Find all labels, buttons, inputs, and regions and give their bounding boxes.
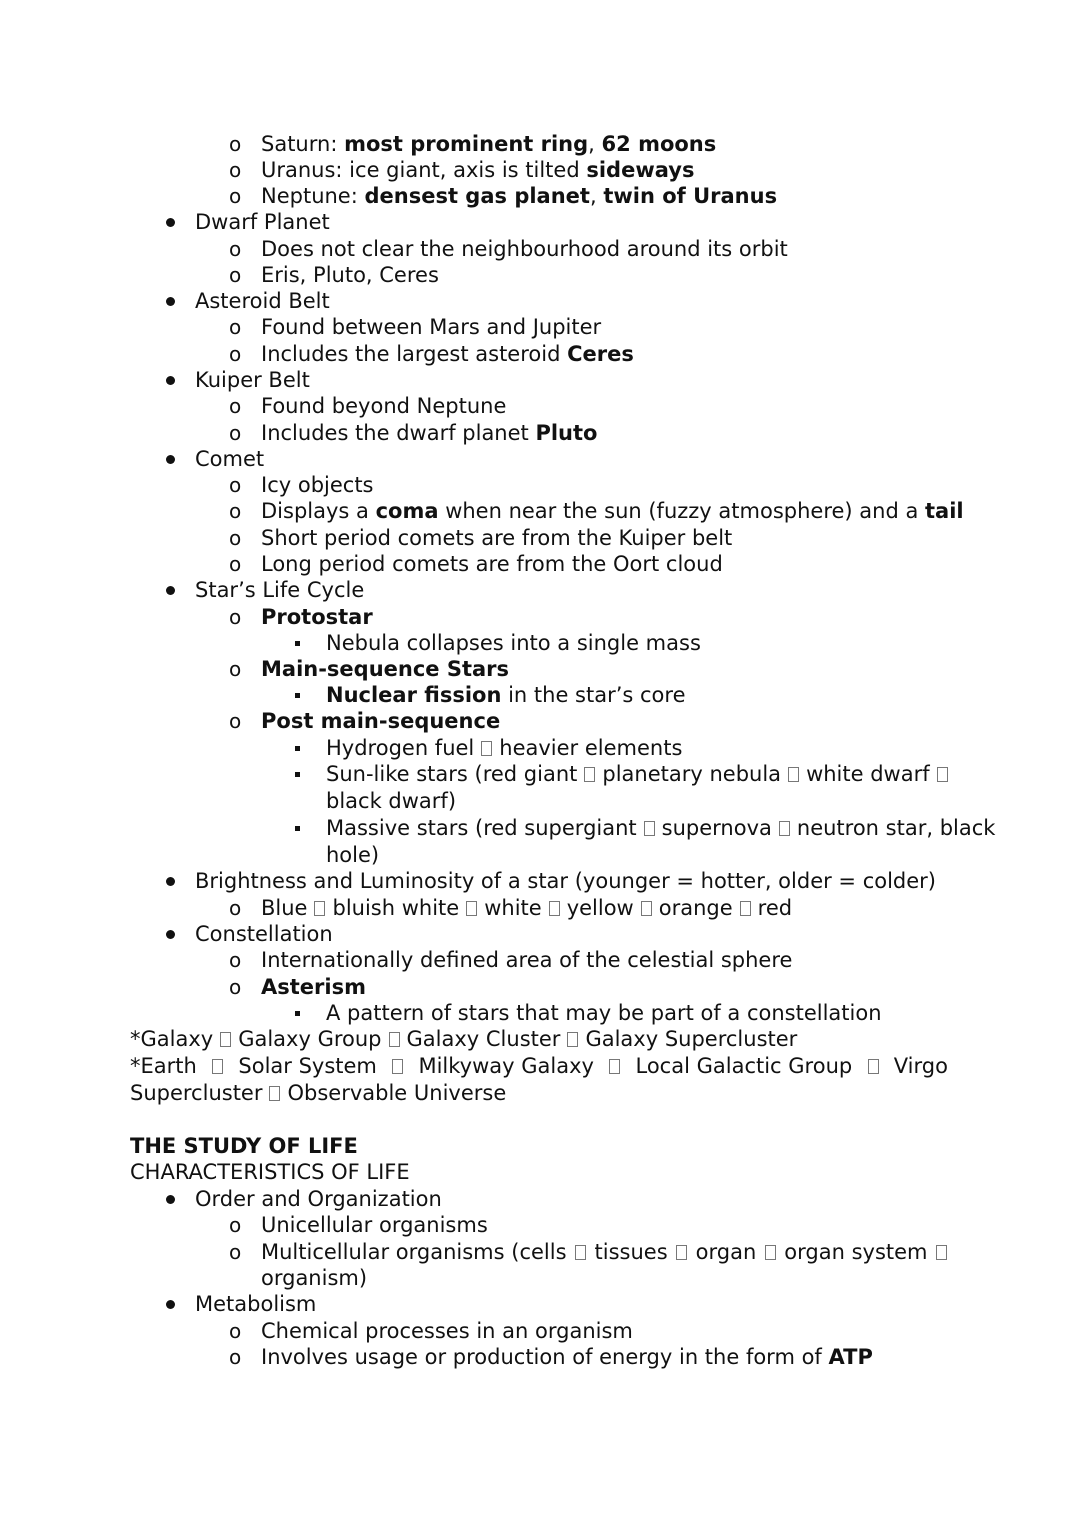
arrow-box-icon: [466, 901, 477, 916]
text: supernova: [661, 816, 772, 840]
comma: ,: [589, 184, 604, 208]
tail: tail: [925, 499, 964, 523]
circle-bullet-icon: o: [229, 315, 242, 339]
list-item-continuation: black dwarf): [326, 789, 457, 813]
bullet-dot-icon: [166, 930, 175, 939]
arrow-box-icon: [481, 741, 492, 756]
arrow-box-icon: [779, 821, 790, 836]
text: Multicellular organisms (cells: [261, 1240, 567, 1264]
arrow-box-icon: [676, 1245, 687, 1260]
list-item: Short period comets are from the Kuiper belt: [261, 526, 733, 550]
text: *Earth: [130, 1054, 197, 1078]
section-heading: THE STUDY OF LIFE: [130, 1134, 358, 1158]
ceres: Ceres: [567, 342, 634, 366]
list-item: Icy objects: [261, 473, 374, 497]
arrow-box-icon: [644, 821, 655, 836]
text: Milkyway Galaxy: [418, 1054, 594, 1078]
arrow-box-icon: [567, 1032, 578, 1047]
arrow-box-icon: [212, 1059, 223, 1074]
circle-bullet-icon: o: [229, 473, 242, 497]
text: Hydrogen fuel: [326, 736, 475, 760]
text: Includes the largest asteroid: [261, 342, 568, 366]
arrow-box-icon: [868, 1059, 879, 1074]
text: Includes the dwarf planet: [261, 421, 536, 445]
circle-bullet-icon: o: [229, 184, 242, 208]
list-item: Internationally defined area of the celestial sphere: [261, 948, 793, 972]
text: Observable Universe: [287, 1081, 507, 1105]
list-item-continuation: hole): [326, 843, 380, 867]
text: white dwarf: [806, 762, 930, 786]
text: Galaxy Cluster: [406, 1027, 561, 1051]
list-item: A pattern of stars that may be part of a constellation: [326, 1001, 882, 1025]
list-item-saturn: [261, 131, 716, 157]
list-item: Does not clear the neighbourhood around its orbit: [261, 237, 788, 261]
neptune-densest: densest gas planet: [364, 184, 590, 208]
list-item: Long period comets are from the Oort cloud: [261, 552, 723, 576]
text: *Galaxy: [130, 1027, 214, 1051]
list-item: [326, 682, 686, 708]
uranus-text: Uranus: ice giant, axis is tilted: [261, 158, 587, 182]
square-bullet-icon: [295, 772, 300, 777]
bullet-dot-icon: [166, 586, 175, 595]
bullet-dot-icon: [166, 376, 175, 385]
text: in the star’s core: [501, 683, 686, 707]
color-sequence: [261, 895, 792, 921]
arrow-box-icon: [765, 1245, 776, 1260]
circle-bullet-icon: o: [229, 526, 242, 550]
arrow-box-icon: [314, 901, 325, 916]
arrow-box-icon: [641, 901, 652, 916]
list-item: [261, 1344, 873, 1370]
circle-bullet-icon: o: [229, 342, 242, 366]
text: Sun-like stars (red giant: [326, 762, 578, 786]
saturn-label: Saturn:: [261, 132, 345, 156]
galaxy-scale-note: [130, 1026, 797, 1052]
square-bullet-icon: [295, 746, 300, 751]
bullet-dot-icon: [166, 1195, 175, 1204]
arrow-box-icon: [392, 1059, 403, 1074]
atp: ATP: [828, 1345, 873, 1369]
text: Displays a: [261, 499, 376, 523]
neptune-label: Neptune:: [261, 184, 365, 208]
protostar-heading: Protostar: [261, 605, 373, 629]
constellation-title: Constellation: [195, 922, 333, 946]
list-item: [261, 498, 964, 524]
square-bullet-icon: [295, 826, 300, 831]
uranus-sideways: sideways: [586, 158, 695, 182]
list-item-continuation: organism): [261, 1266, 368, 1290]
text: neutron star, black: [796, 816, 996, 840]
bullet-dot-icon: [166, 1300, 175, 1309]
post-main-sequence-heading: Post main-sequence: [261, 709, 501, 733]
text: Massive stars (red supergiant: [326, 816, 637, 840]
list-item: [261, 1239, 947, 1265]
bullet-dot-icon: [166, 297, 175, 306]
text: tissues: [594, 1240, 668, 1264]
circle-bullet-icon: o: [229, 605, 242, 629]
circle-bullet-icon: o: [229, 948, 242, 972]
metabolism-title: Metabolism: [195, 1292, 317, 1316]
section-subheading: CHARACTERISTICS OF LIFE: [130, 1160, 410, 1184]
list-item: Eris, Pluto, Ceres: [261, 263, 439, 287]
list-item: [326, 815, 995, 841]
arrow-box-icon: [220, 1032, 231, 1047]
circle-bullet-icon: o: [229, 1240, 242, 1264]
circle-bullet-icon: o: [229, 975, 242, 999]
circle-bullet-icon: o: [229, 1345, 242, 1369]
nuclear-fission: Nuclear fission: [326, 683, 502, 707]
bullet-dot-icon: [166, 455, 175, 464]
circle-bullet-icon: o: [229, 132, 242, 156]
neptune-twin: twin of Uranus: [603, 184, 778, 208]
circle-bullet-icon: o: [229, 421, 242, 445]
text: Galaxy Supercluster: [585, 1027, 798, 1051]
list-item: Nebula collapses into a single mass: [326, 631, 701, 655]
arrow-box-icon: [575, 1245, 586, 1260]
circle-bullet-icon: o: [229, 1319, 242, 1343]
list-item: Found beyond Neptune: [261, 394, 507, 418]
color: bluish white: [332, 896, 460, 920]
arrow-box-icon: [549, 901, 560, 916]
circle-bullet-icon: o: [229, 896, 242, 920]
list-item: Unicellular organisms: [261, 1213, 488, 1237]
square-bullet-icon: [295, 641, 300, 646]
saturn-moons: 62 moons: [601, 132, 717, 156]
list-item: [326, 761, 955, 787]
text: Supercluster: [130, 1081, 263, 1105]
arrow-box-icon: [269, 1086, 280, 1101]
circle-bullet-icon: o: [229, 1213, 242, 1237]
arrow-box-icon: [788, 767, 799, 782]
arrow-box-icon: [936, 1245, 947, 1260]
pluto: Pluto: [535, 421, 598, 445]
bullet-dot-icon: [166, 877, 175, 886]
text: Involves usage or production of energy in the form of: [261, 1345, 829, 1369]
comma: ,: [588, 132, 602, 156]
comet-title: Comet: [195, 447, 265, 471]
list-item: [261, 420, 597, 446]
text: Solar System: [238, 1054, 377, 1078]
color: Blue: [261, 896, 308, 920]
list-item: Chemical processes in an organism: [261, 1319, 633, 1343]
text: Virgo: [893, 1054, 948, 1078]
list-item: [326, 735, 682, 761]
dwarf-planet-title: Dwarf Planet: [195, 210, 330, 234]
color: yellow: [566, 896, 634, 920]
arrow-box-icon: [740, 901, 751, 916]
circle-bullet-icon: o: [229, 657, 242, 681]
list-item-uranus: [261, 157, 694, 183]
arrow-box-icon: [937, 767, 948, 782]
bullet-dot-icon: [166, 218, 175, 227]
asterism-heading: Asterism: [261, 975, 366, 999]
brightness-title: Brightness and Luminosity of a star (younger = hotter, older = colder): [195, 869, 936, 893]
circle-bullet-icon: o: [229, 394, 242, 418]
circle-bullet-icon: o: [229, 263, 242, 287]
square-bullet-icon: [295, 1011, 300, 1016]
circle-bullet-icon: o: [229, 552, 242, 576]
earth-scale-note-continuation: [130, 1080, 506, 1106]
arrow-box-icon: [584, 767, 595, 782]
list-item: Found between Mars and Jupiter: [261, 315, 602, 339]
text: heavier elements: [499, 736, 683, 760]
text: organ: [695, 1240, 757, 1264]
main-sequence-heading: Main-sequence Stars: [261, 657, 510, 681]
square-bullet-icon: [295, 693, 300, 698]
color: red: [757, 896, 793, 920]
kuiper-belt-title: Kuiper Belt: [195, 368, 310, 392]
asteroid-belt-title: Asteroid Belt: [195, 289, 330, 313]
text: Local Galactic Group: [635, 1054, 853, 1078]
color: orange: [658, 896, 733, 920]
text: planetary nebula: [602, 762, 782, 786]
life-cycle-title: Star’s Life Cycle: [195, 578, 365, 602]
saturn-ring: most prominent ring: [344, 132, 589, 156]
order-title: Order and Organization: [195, 1187, 442, 1211]
circle-bullet-icon: o: [229, 158, 242, 182]
color: white: [484, 896, 542, 920]
circle-bullet-icon: o: [229, 237, 242, 261]
circle-bullet-icon: o: [229, 709, 242, 733]
arrow-box-icon: [609, 1059, 620, 1074]
earth-scale-note: [130, 1053, 948, 1079]
coma: coma: [375, 499, 439, 523]
text: Galaxy Group: [238, 1027, 382, 1051]
text: organ system: [784, 1240, 928, 1264]
arrow-box-icon: [389, 1032, 400, 1047]
list-item-neptune: [261, 183, 777, 209]
list-item: [261, 341, 634, 367]
circle-bullet-icon: o: [229, 499, 242, 523]
text: when near the sun (fuzzy atmosphere) and a: [438, 499, 926, 523]
